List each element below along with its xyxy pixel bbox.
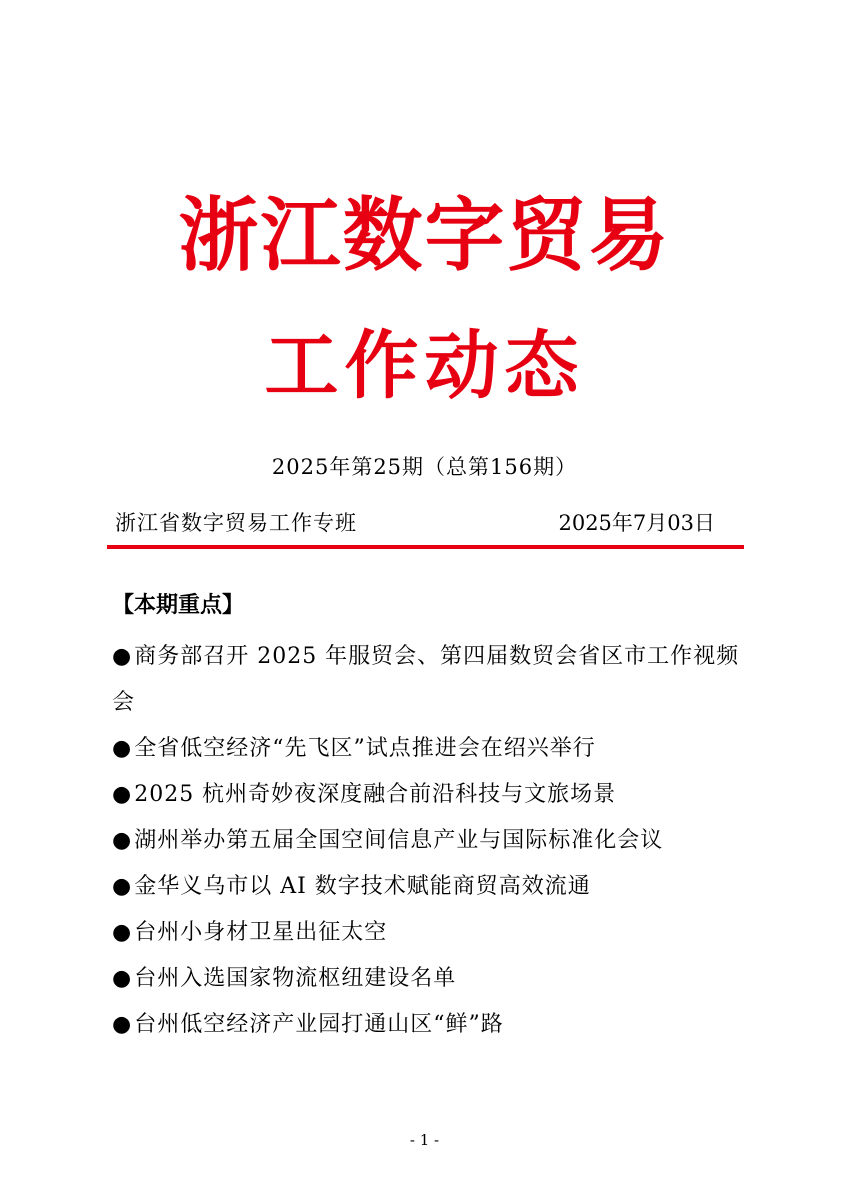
- page-number: - 1 -: [409, 1131, 440, 1149]
- meta-row: [115, 508, 745, 538]
- bullet-icon: ●: [112, 782, 133, 807]
- highlights-section: [112, 588, 752, 1048]
- list-item: [112, 1002, 752, 1048]
- masthead-title-line1: 浙江数字贸易: [178, 189, 671, 282]
- list-item: [112, 818, 752, 864]
- organization-name: 浙江省数字贸易工作专班: [115, 511, 357, 535]
- bullet-icon: ●: [112, 874, 133, 899]
- list-item-text: 台州低空经济产业园打通山区“鲜”路: [134, 1012, 504, 1037]
- highlights-list: [112, 634, 752, 1048]
- highlights-heading: 【本期重点】: [112, 593, 245, 618]
- issue-number: 2025年第25期（总第156期）: [271, 455, 578, 479]
- bullet-icon: ●: [112, 966, 133, 991]
- list-item-text: 台州小身材卫星出征太空: [134, 920, 388, 945]
- list-item: [112, 910, 752, 956]
- list-item-text: 湖州举办第五届全国空间信息产业与国际标准化会议: [134, 828, 664, 853]
- red-divider: [107, 545, 744, 549]
- masthead-title-line2: 工作动态: [264, 323, 585, 409]
- bullet-icon: ●: [112, 828, 133, 853]
- list-item: [112, 726, 752, 772]
- list-item: [112, 864, 752, 910]
- list-item-text: 金华义乌市以 AI 数字技术赋能商贸高效流通: [134, 874, 591, 899]
- bullet-icon: ●: [112, 644, 133, 669]
- list-item-text: 2025 杭州奇妙夜深度融合前沿科技与文旅场景: [134, 782, 617, 807]
- bullet-icon: ●: [112, 920, 133, 945]
- list-item: [112, 634, 752, 726]
- list-item: [112, 956, 752, 1002]
- bullet-icon: ●: [112, 736, 133, 761]
- bullet-icon: ●: [112, 1012, 133, 1037]
- list-item-text: 商务部召开 2025 年服贸会、第四届数贸会省区市工作视频会: [112, 644, 740, 715]
- list-item: [112, 772, 752, 818]
- publish-date: 2025年7月03日: [558, 511, 715, 535]
- list-item-text: 台州入选国家物流枢纽建设名单: [134, 966, 457, 991]
- list-item-text: 全省低空经济“先飞区”试点推进会在绍兴举行: [134, 736, 596, 761]
